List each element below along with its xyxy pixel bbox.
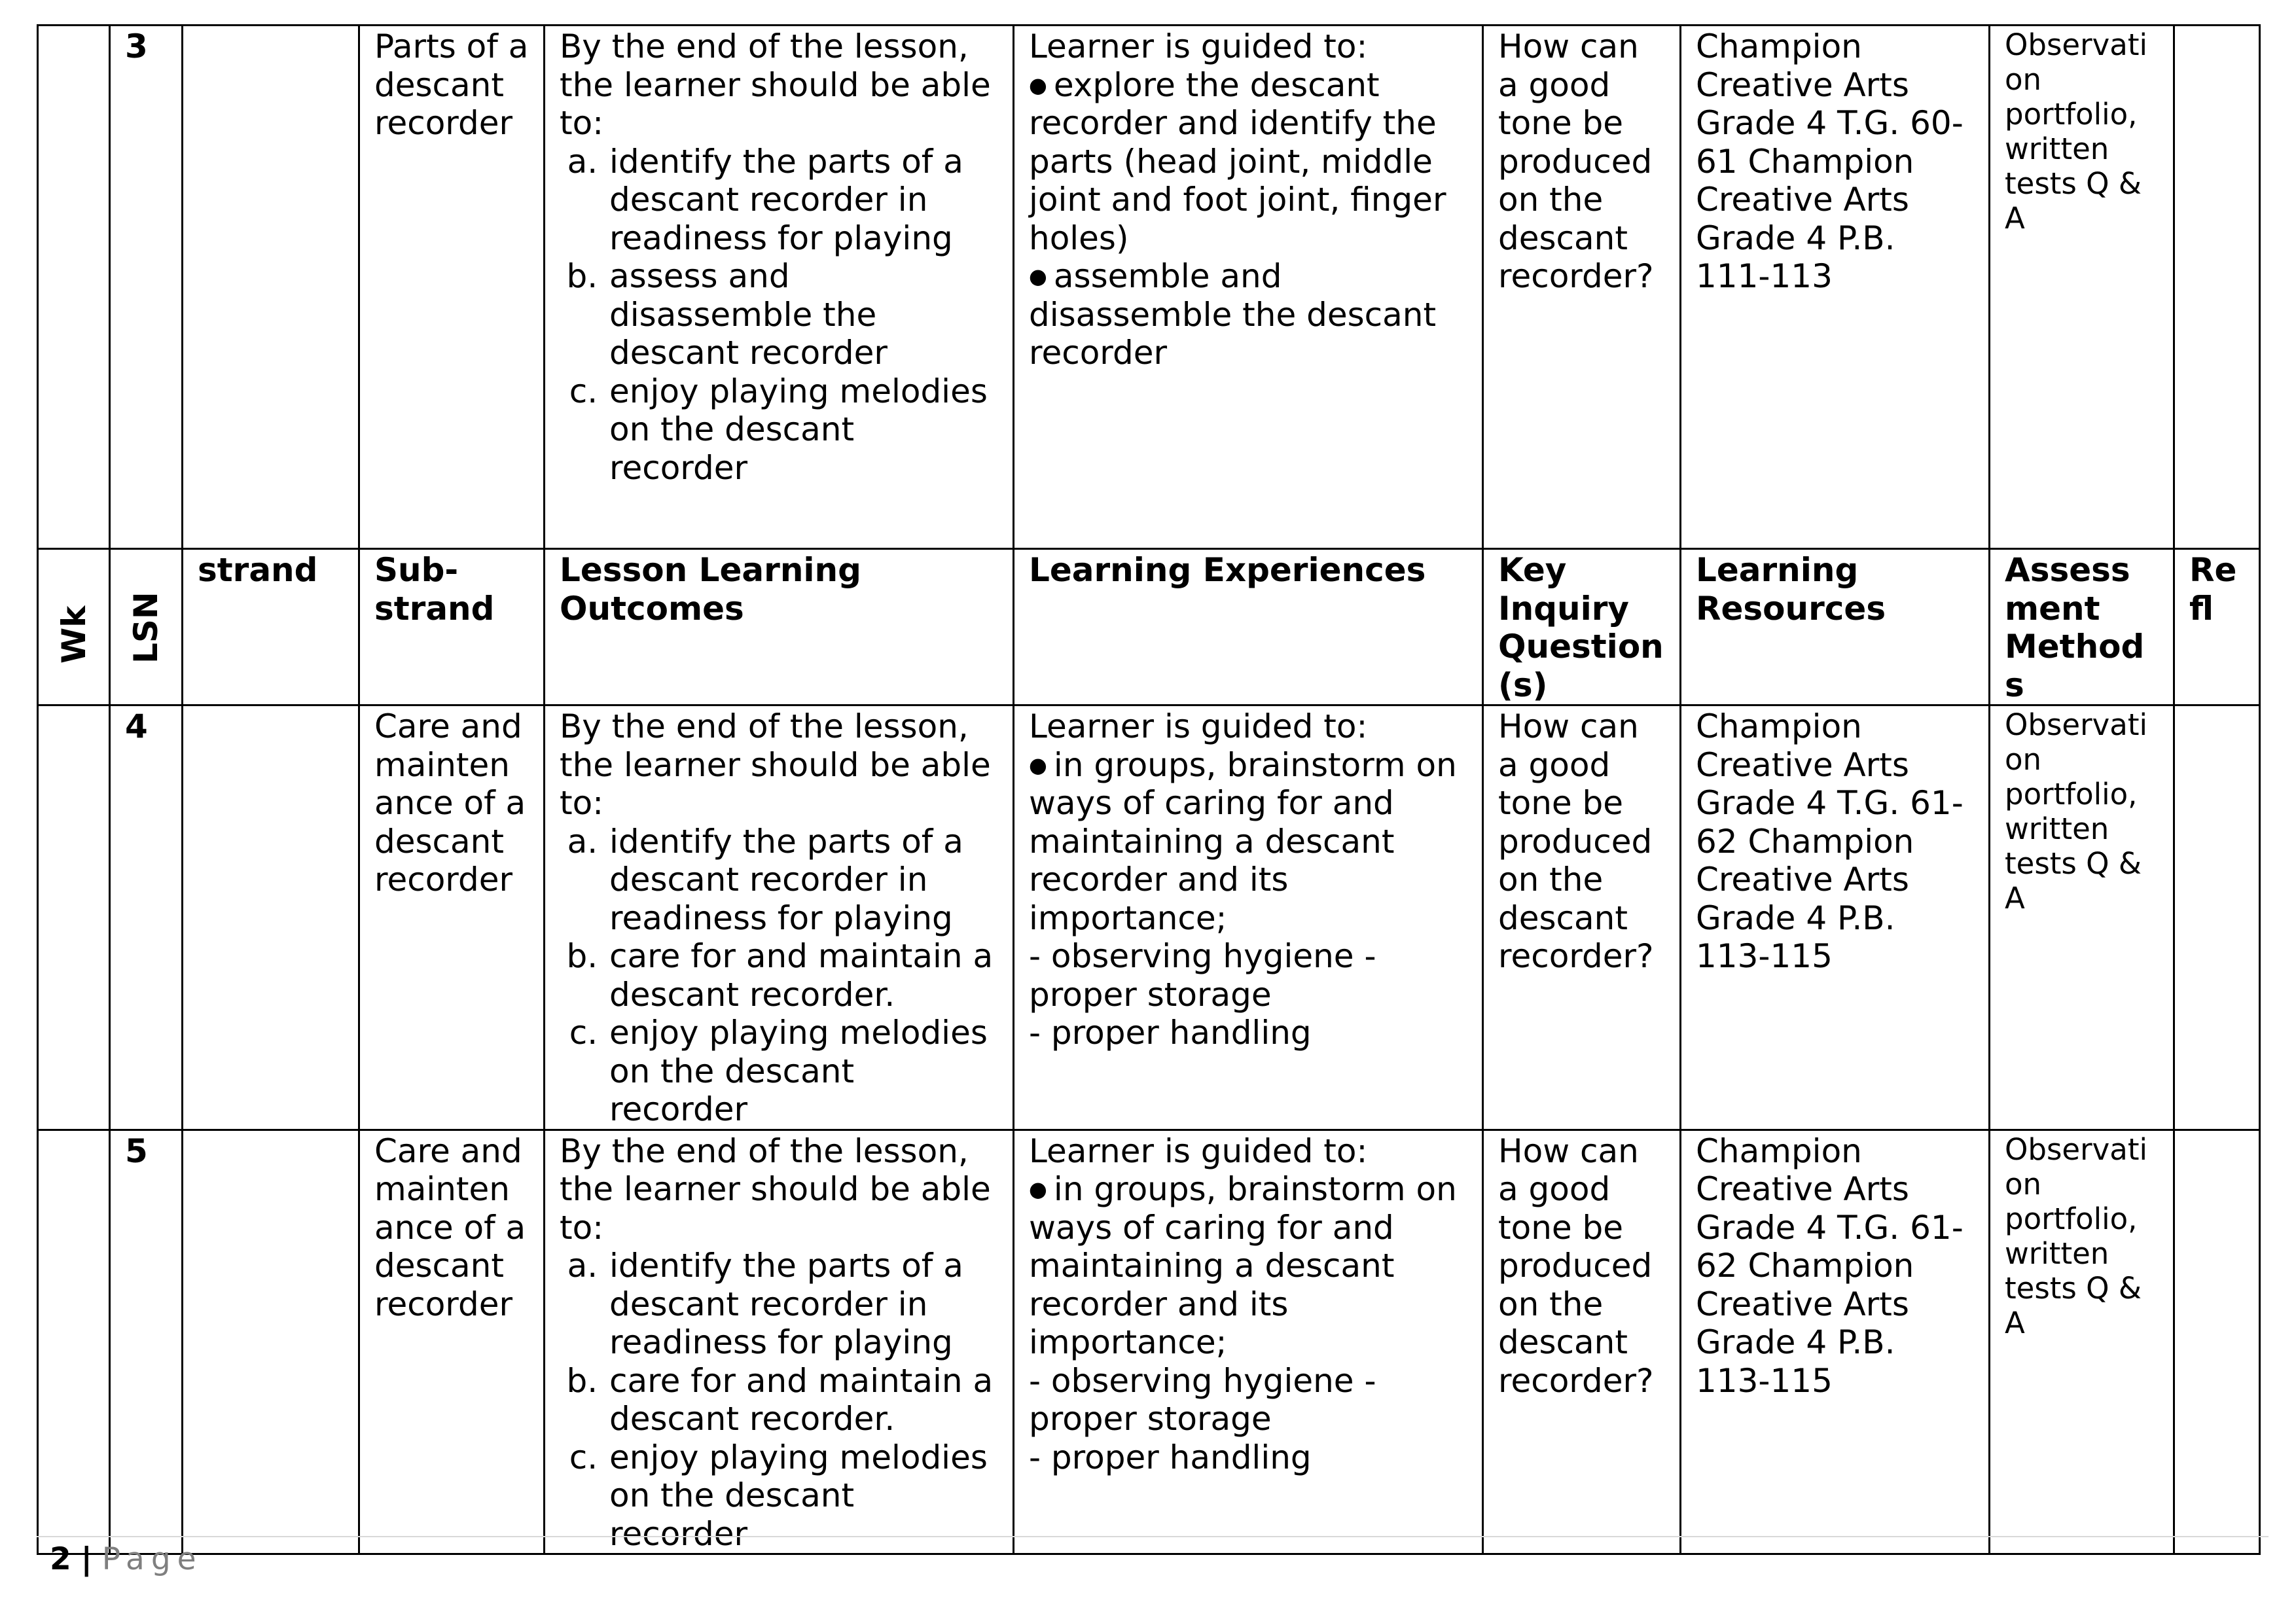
outcome-item: c. enjoy playing melodies on the descant recorder [608,1014,1001,1129]
experience-details: - observing hygiene - proper storage - proper handling [1029,937,1376,1052]
reflection-cell [2174,26,2260,549]
week-cell [38,1130,110,1554]
week-cell [38,26,110,549]
outcome-item: b. care for and maintain a descant recorder. [608,937,1001,1014]
outcome-item: b. care for and maintain a descant recorder. [608,1362,1001,1438]
resources-cell: Champion Creative Arts Grade 4 T.G. 61-62 Champion Creative Arts Grade 4 P.B. 113-115 [1681,705,1990,1130]
experiences-intro: Learner is guided to: [1029,27,1368,65]
outcomes-intro: By the end of the lesson, the learner should be able to: [560,707,991,822]
header-key-inquiry: Key Inquiry Question (s) [1483,549,1681,705]
sub-strand-cell: Care and mainten ance of a descant recorder [359,705,545,1130]
sub-strand-cell: Parts of a descant recorder [359,26,545,549]
header-reflection: Re fl [2174,549,2260,705]
outcome-item: a. identify the parts of a descant recorder in readiness for playing [608,1247,1001,1362]
page-footer [37,1536,2269,1577]
outcomes-list [560,823,1001,1129]
assessment-cell: Observati on portfolio, written tests Q & A [1990,1130,2174,1554]
experiences-cell [1014,26,1483,549]
header-resources: Learning Resources [1681,549,1990,705]
header-week-label: Wk [54,605,93,664]
assessment-cell: Observati on portfolio, written tests Q & A [1990,26,2174,549]
resources-cell: Champion Creative Arts Grade 4 T.G. 60-61 Champion Creative Arts Grade 4 P.B. 111-113 [1681,26,1990,549]
experiences-cell [1014,705,1483,1130]
outcome-item: c. enjoy playing melodies on the descant recorder [608,372,1001,488]
header-outcomes: Lesson Learning Outcomes [545,549,1014,705]
outcome-item: c. enjoy playing melodies on the descant recorder [608,1438,1001,1554]
outcomes-intro: By the end of the lesson, the learner should be able to: [560,27,991,142]
page-separator: | [81,1541,92,1577]
reflection-cell [2174,705,2260,1130]
key-inquiry-cell: How can a good tone be produced on the descant recorder? [1483,1130,1681,1554]
outcome-item: a. identify the parts of a descant recorder in readiness for playing [608,143,1001,258]
strand-cell [183,705,359,1130]
header-lesson [110,549,183,705]
resources-cell: Champion Creative Arts Grade 4 T.G. 61-62 Champion Creative Arts Grade 4 P.B. 113-115 [1681,1130,1990,1554]
experience-item: ● explore the descant recorder and identify the parts (head joint, middle joint and foot joint, finger holes) [1029,66,1470,258]
key-inquiry-cell: How can a good tone be produced on the descant recorder? [1483,705,1681,1130]
experience-item: ● assemble and disassemble the descant recorder [1029,257,1470,372]
outcomes-intro: By the end of the lesson, the learner should be able to: [560,1132,991,1247]
outcomes-cell [545,26,1014,549]
outcomes-cell [545,1130,1014,1554]
outcome-item: a. identify the parts of a descant recorder in readiness for playing [608,823,1001,938]
header-lesson-label: LSN [127,592,165,664]
page-indicator [50,1541,203,1578]
header-assessment: Assess ment Method s [1990,549,2174,705]
experiences-intro: Learner is guided to: [1029,707,1368,745]
reflection-cell [2174,1130,2260,1554]
page-number: 2 [50,1541,71,1577]
table-row [38,705,2260,1130]
key-inquiry-cell: How can a good tone be produced on the descant recorder? [1483,26,1681,549]
experience-item: ● in groups, brainstorm on ways of caring for and maintaining a descant recorder and its importance; [1029,1170,1470,1362]
table-row [38,1130,2260,1554]
lesson-number-cell: 3 [110,26,183,549]
table-row [38,26,2260,549]
lesson-number-cell: 5 [110,1130,183,1554]
outcomes-list [560,143,1001,488]
experiences-intro: Learner is guided to: [1029,1132,1368,1170]
assessment-cell: Observati on portfolio, written tests Q & A [1990,705,2174,1130]
outcome-item: b. assess and disassemble the descant recorder [608,257,1001,372]
sub-strand-cell: Care and mainten ance of a descant recorder [359,1130,545,1554]
strand-cell [183,1130,359,1554]
outcomes-cell [545,705,1014,1130]
experiences-cell [1014,1130,1483,1554]
table-header-row [38,549,2260,705]
lesson-number-cell: 4 [110,705,183,1130]
header-week [38,549,110,705]
page-word: Page [101,1541,203,1577]
outcomes-list [560,1247,1001,1553]
week-cell [38,705,110,1130]
experience-details: - observing hygiene - proper storage - proper handling [1029,1361,1376,1476]
strand-cell [183,26,359,549]
header-experiences: Learning Experiences [1014,549,1483,705]
header-sub-strand: Sub-strand [359,549,545,705]
scheme-of-work-table [37,24,2261,1555]
header-strand: strand [183,549,359,705]
experience-item: ● in groups, brainstorm on ways of caring for and maintaining a descant recorder and its importance; [1029,746,1470,938]
